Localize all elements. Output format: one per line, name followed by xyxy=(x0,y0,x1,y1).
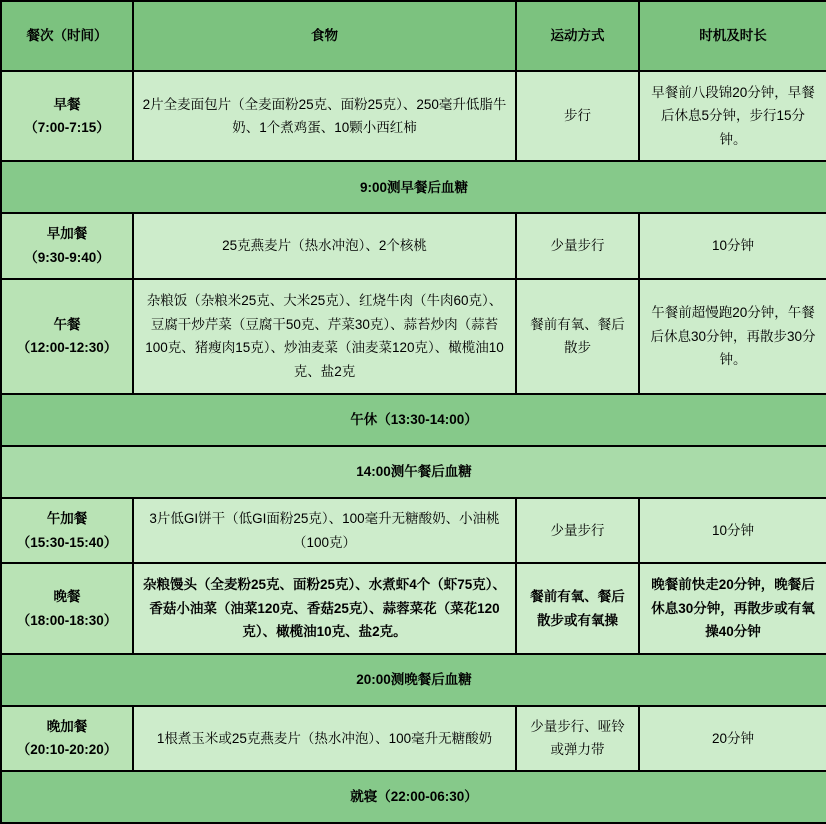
table-row xyxy=(1,279,826,395)
table-row xyxy=(1,498,826,563)
column-header-exercise: 运动方式 xyxy=(516,1,639,71)
food-cell: 2片全麦面包片（全麦面粉25克、面粉25克）、250毫升低脂牛奶、1个煮鸡蛋、10颗小西红柿 xyxy=(133,71,516,161)
table-row xyxy=(1,213,826,278)
table-header xyxy=(1,1,826,71)
meal-time: （18:00-18:30） xyxy=(16,612,118,628)
table-band-row xyxy=(1,161,826,213)
meal-cell xyxy=(1,563,133,653)
food-cell: 25克燕麦片（热水冲泡）、2个核桃 xyxy=(133,213,516,278)
meal-cell xyxy=(1,213,133,278)
meal-name: 晚餐 xyxy=(53,588,81,604)
meal-cell xyxy=(1,71,133,161)
column-header-timing: 时机及时长 xyxy=(639,1,826,71)
meal-cell xyxy=(1,498,133,563)
table-body xyxy=(1,71,826,823)
timing-cell: 早餐前八段锦20分钟，早餐后休息5分钟，步行15分钟。 xyxy=(639,71,826,161)
meal-time: （12:00-12:30） xyxy=(16,340,118,356)
column-header-food: 食物 xyxy=(133,1,516,71)
band-label: 9:00测早餐后血糖 xyxy=(1,161,826,213)
timing-cell: 晚餐前快走20分钟，晚餐后休息30分钟，再散步或有氧操40分钟 xyxy=(639,563,826,653)
table-band-row xyxy=(1,394,826,446)
column-header-meal: 餐次（时间） xyxy=(1,1,133,71)
band-label: 14:00测午餐后血糖 xyxy=(1,446,826,498)
exercise-cell: 少量步行 xyxy=(516,213,639,278)
meal-time: （20:10-20:20） xyxy=(16,742,118,758)
timing-cell: 10分钟 xyxy=(639,498,826,563)
table-header-row xyxy=(1,1,826,71)
timing-cell: 20分钟 xyxy=(639,706,826,771)
band-label: 就寝（22:00-06:30） xyxy=(1,771,826,823)
band-label: 20:00测晚餐后血糖 xyxy=(1,654,826,706)
table-band-row xyxy=(1,771,826,823)
food-cell: 杂粮饭（杂粮米25克、大米25克）、红烧牛肉（牛肉60克）、豆腐干炒芹菜（豆腐干50克、芹菜30克）、蒜苔炒肉（蒜苔100克、猪瘦肉15克）、炒油麦菜（油麦菜120克）、橄榄油10克、盐2克 xyxy=(133,279,516,395)
meal-time: （7:00-7:15） xyxy=(24,120,110,136)
table-row xyxy=(1,563,826,653)
exercise-cell: 步行 xyxy=(516,71,639,161)
meal-name: 晚加餐 xyxy=(46,718,88,734)
exercise-cell: 餐前有氧、餐后散步 xyxy=(516,279,639,395)
table-band-row xyxy=(1,654,826,706)
food-cell: 1根煮玉米或25克燕麦片（热水冲泡）、100毫升无糖酸奶 xyxy=(133,706,516,771)
meal-name: 早餐 xyxy=(53,96,81,112)
timing-cell: 午餐前超慢跑20分钟，午餐后休息30分钟，再散步30分钟。 xyxy=(639,279,826,395)
exercise-cell: 少量步行、哑铃或弹力带 xyxy=(516,706,639,771)
meal-name: 午加餐 xyxy=(46,511,88,527)
meal-name: 午餐 xyxy=(53,316,81,332)
timing-cell: 10分钟 xyxy=(639,213,826,278)
table-row xyxy=(1,706,826,771)
band-label: 午休（13:30-14:00） xyxy=(1,394,826,446)
exercise-cell: 少量步行 xyxy=(516,498,639,563)
meal-cell xyxy=(1,706,133,771)
food-cell: 3片低GI饼干（低GI面粉25克）、100毫升无糖酸奶、小油桃（100克） xyxy=(133,498,516,563)
meal-time: （15:30-15:40） xyxy=(16,534,118,550)
food-cell: 杂粮馒头（全麦粉25克、面粉25克）、水煮虾4个（虾75克）、香菇小油菜（油菜120克、香菇25克）、蒜蓉菜花（菜花120克）、橄榄油10克、盐2克。 xyxy=(133,563,516,653)
meal-time: （9:30-9:40） xyxy=(24,249,110,265)
table-band-row xyxy=(1,446,826,498)
meal-name: 早加餐 xyxy=(46,226,88,242)
table-row xyxy=(1,71,826,161)
exercise-cell: 餐前有氧、餐后散步或有氧操 xyxy=(516,563,639,653)
meal-cell xyxy=(1,279,133,395)
